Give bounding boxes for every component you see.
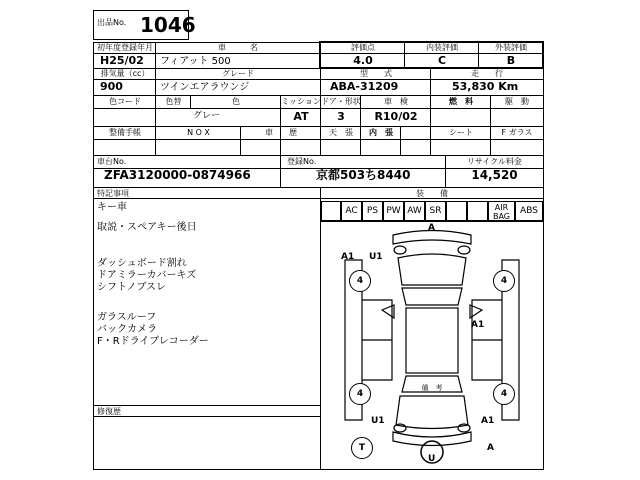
car-name-value: フィアット 500 <box>160 56 231 67</box>
recycle-label: リサイクル料金 <box>467 157 522 166</box>
car-diagram <box>345 231 519 446</box>
color-value: グレー <box>193 111 221 121</box>
equip-blank-2 <box>467 201 488 221</box>
mission-label: ミッション <box>281 97 321 106</box>
lot-number: 1046 <box>140 13 196 37</box>
mark-left-rear: U1 <box>371 416 385 426</box>
mission-value: AT <box>293 110 309 123</box>
lot-label: 出品No. <box>97 18 127 27</box>
year-value: H25/02 <box>100 54 144 67</box>
reg-value: 京都503ち8440 <box>316 168 411 182</box>
equip-abs: ABS <box>515 201 543 221</box>
recycle-value: 14,520 <box>471 168 518 182</box>
mileage-value: 53,830 Km <box>452 80 519 93</box>
model-label: 型 式 <box>360 69 392 78</box>
displacement-value: 900 <box>100 80 123 93</box>
color-change-label: 色替 <box>165 97 182 106</box>
history-label: 車 歴 <box>265 128 297 137</box>
car-name-label: 車 名 <box>218 43 258 52</box>
vin-value: ZFA3120000-0874966 <box>104 168 251 182</box>
note-line: シフトノブスレ <box>97 282 166 293</box>
equip-sr: SR <box>425 201 446 221</box>
equipment-label: 装 備 <box>416 189 448 198</box>
interior-trim-label: 内 張 <box>369 128 393 137</box>
note-line: バックカメラ <box>97 324 157 335</box>
note-line: 取説・スペアキー後日 <box>97 222 197 233</box>
mark-right-side: A1 <box>471 320 485 330</box>
exterior-value: B <box>506 54 516 67</box>
score-label: 評価点 <box>351 43 375 52</box>
nox-label: N O X <box>187 128 210 137</box>
tire-front-right: 4 <box>493 270 515 292</box>
inspection-label: 車 検 <box>384 97 408 106</box>
repair-history-label: 修復歴 <box>97 407 121 416</box>
tire-rear-left: 4 <box>349 383 371 405</box>
seat-label: シート <box>449 128 473 137</box>
reg-label: 登録No. <box>287 157 317 166</box>
note-line: キー車 <box>97 202 127 213</box>
equip-airbag: AIR BAG <box>488 201 515 221</box>
fglass-label: F ガラス <box>501 128 533 137</box>
doors-value: 3 <box>337 110 345 123</box>
note-line: ダッシュボード割れ <box>97 258 187 269</box>
note-line: ガラスルーフ <box>97 312 157 323</box>
note-line: ドアミラーカバーキズ <box>97 270 197 281</box>
equip-blank-0 <box>321 201 341 221</box>
vin-label: 車台No. <box>97 157 127 166</box>
exterior-label: 外装評価 <box>495 43 527 52</box>
color-label: 色 <box>232 97 240 106</box>
model-value: ABA-31209 <box>330 80 399 93</box>
mark-front-bumper: A <box>428 223 435 233</box>
tire-front-left: 4 <box>349 270 371 292</box>
doors-label: ドア・形状 <box>321 97 361 106</box>
equip-blank-1 <box>446 201 467 221</box>
drive-label: 駆 動 <box>505 97 529 106</box>
tire-rear-right: 4 <box>493 383 515 405</box>
mark-rear-right: A <box>487 443 494 453</box>
inspection-value: R10/02 <box>374 110 418 123</box>
grade-label: グレード <box>222 69 254 78</box>
interior-value: C <box>437 54 447 67</box>
mark-right-rear: A1 <box>481 416 495 426</box>
displacement-label: 排気量（cc） <box>100 69 150 78</box>
fuel-label: 燃 料 <box>449 97 473 106</box>
score-value: 4.0 <box>353 54 373 67</box>
equip-ps: PS <box>362 201 383 221</box>
mark-rear-left-t: T <box>351 437 373 459</box>
roof-label: 天 張 <box>329 128 353 137</box>
note-line: F・Rドライブレコーダー <box>97 336 209 347</box>
equip-aw: AW <box>404 201 425 221</box>
equip-ac: AC <box>341 201 362 221</box>
mark-rear-bumper: U <box>428 454 436 464</box>
interior-label: 内装評価 <box>426 43 458 52</box>
notes-label: 特記事項 <box>97 189 129 198</box>
equip-pw: PW <box>383 201 404 221</box>
mileage-label: 走 行 <box>471 69 503 78</box>
mark-left-front-2: U1 <box>369 252 383 262</box>
mark-left-front: A1 <box>341 252 355 262</box>
year-label: 初年度登録年月 <box>97 43 153 52</box>
color-code-label: 色コード <box>109 97 141 106</box>
diagram-label: 備 考 <box>421 384 443 392</box>
manual-label: 整備手帳 <box>109 128 141 137</box>
grade-value: ツインエアラウンジ <box>160 82 250 93</box>
